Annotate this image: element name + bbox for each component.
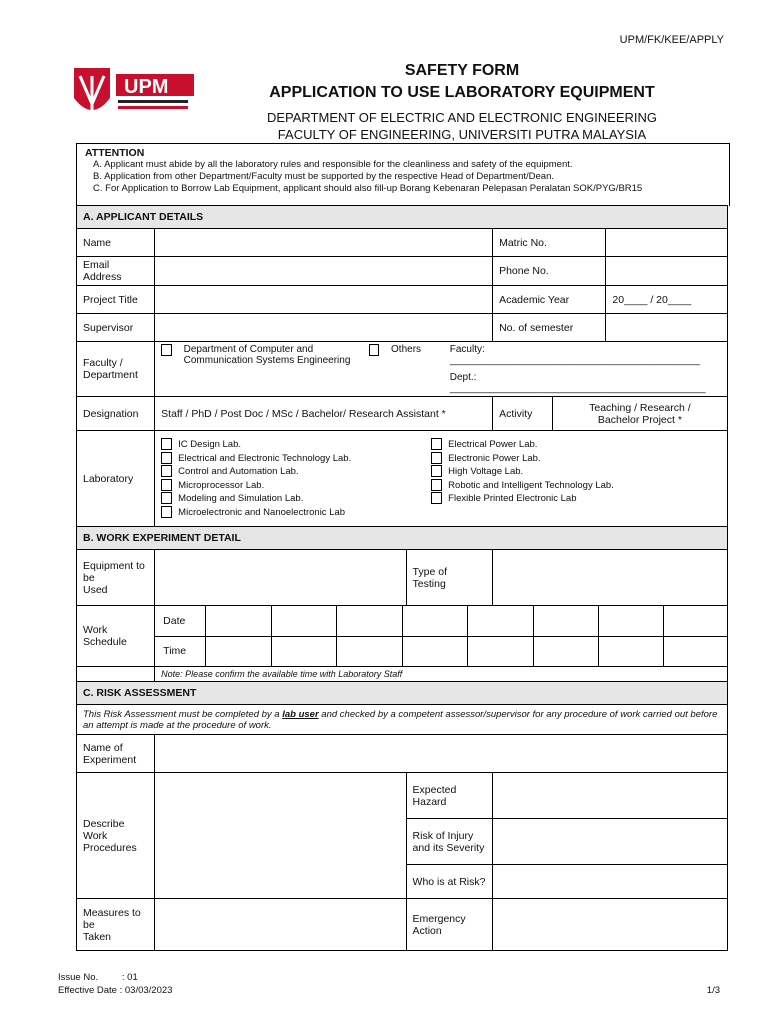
schedule-cell[interactable] [402,636,467,666]
schedule-cell[interactable] [598,636,663,666]
emergency-action-label: Emergency Action [406,899,493,951]
lab-checkbox[interactable] [431,465,442,477]
schedule-cell[interactable] [533,636,598,666]
lab-checkbox[interactable] [431,479,442,491]
activity-label: Activity [493,397,553,431]
labs-left-list [161,438,431,519]
experiment-name-label: Name of Experiment [77,735,155,773]
faculty-line[interactable]: Faculty: _____________________________________________ [449,344,701,366]
experiment-name-field[interactable] [155,735,728,773]
faculty-department-label: Faculty / Department [77,342,155,397]
schedule-cell[interactable] [337,636,402,666]
testing-type-field[interactable] [493,550,728,606]
lab-checkbox[interactable] [161,479,172,491]
name-label: Name [77,229,155,257]
upm-logo [72,64,196,124]
schedule-cell[interactable] [664,636,727,666]
lab-checkbox[interactable] [161,438,172,450]
schedule-cell[interactable] [468,636,533,666]
lab-option: Control and Automation Lab. [161,465,431,479]
faculty-name: FACULTY OF ENGINEERING, UNIVERSITI PUTRA MALAYSIA [277,127,647,142]
who-at-risk-label: Who is at Risk? [406,865,493,899]
emergency-action-field[interactable] [493,899,728,951]
lab-option: High Voltage Lab. [431,465,614,479]
section-a-heading: A. APPLICANT DETAILS [77,206,728,229]
form-title: SAFETY FORM [404,62,520,79]
logo-text: UPM [124,76,169,98]
dept-line[interactable]: Dept.: ______________________________________________ [449,372,706,394]
matric-label: Matric No. [493,229,606,257]
department-option-label: Department of Computer and Communication Systems Engineering [183,344,351,366]
schedule-cell[interactable] [468,606,533,636]
who-at-risk-field[interactable] [493,865,728,899]
measures-field[interactable] [155,899,406,951]
lab-checkbox[interactable] [161,465,172,477]
department-checkbox[interactable] [161,344,171,356]
lab-option: Robotic and Intelligent Technology Lab. [431,479,614,493]
lab-option: Electronic Power Lab. [431,452,614,466]
expected-hazard-label: Expected Hazard [406,773,493,819]
labs-right-list [431,438,614,519]
designation-label: Designation [77,397,155,431]
page-number: 1/3 [706,985,720,996]
schedule-cell[interactable] [271,636,336,666]
lab-option: IC Design Lab. [161,438,431,452]
schedule-cell[interactable] [598,606,663,636]
schedule-cell[interactable] [664,606,727,636]
risk-assessment-intro: This Risk Assessment must be completed by a lab user and checked by a competent assessor/supervisor for any procedure of work carried out before an attempt is made at the procedure of work. [77,705,728,735]
work-procedures-label: Describe Work Procedures [77,773,155,899]
schedule-grid [155,606,727,666]
effective-date: Effective Date : 03/03/2023 [58,985,173,996]
date-label: Date [155,606,206,636]
academic-year-field[interactable]: 20____ / 20____ [606,286,728,314]
schedule-cell[interactable] [206,606,271,636]
project-title-label: Project Title [77,286,155,314]
name-field[interactable] [155,229,493,257]
form-reference-code: UPM/FK/KEE/APPLY [619,34,724,46]
injury-risk-field[interactable] [493,819,728,865]
phone-label: Phone No. [493,257,606,286]
academic-year-label: Academic Year [493,286,606,314]
semester-field[interactable] [606,314,728,342]
lab-option: Flexible Printed Electronic Lab [431,492,614,506]
supervisor-label: Supervisor [77,314,155,342]
lab-checkbox[interactable] [161,492,172,504]
lab-option: Microprocessor Lab. [161,479,431,493]
matric-field[interactable] [606,229,728,257]
activity-options[interactable]: Teaching / Research / Bachelor Project * [552,397,727,431]
email-field[interactable] [155,257,493,286]
form-subtitle: APPLICATION TO USE LABORATORY EQUIPMENT [269,84,655,101]
schedule-note: Note: Please confirm the available time with Laboratory Staff [155,667,728,682]
work-schedule-label: Work Schedule [77,606,155,667]
lab-checkbox[interactable] [161,506,172,518]
schedule-cell[interactable] [533,606,598,636]
schedule-cell[interactable] [337,606,402,636]
equipment-label: Equipment to be Used [77,550,155,606]
injury-risk-label: Risk of Injury and its Severity [406,819,493,865]
expected-hazard-field[interactable] [493,773,728,819]
lab-option: Electrical Power Lab. [431,438,614,452]
project-title-field[interactable] [155,286,493,314]
department-name: DEPARTMENT OF ELECTRIC AND ELECTRONIC ENGINEERING [266,110,658,125]
schedule-cell[interactable] [206,636,271,666]
application-form [76,205,728,951]
schedule-cell[interactable] [402,606,467,636]
attention-item: C. For Application to Borrow Lab Equipment, applicant should also fill-up Borang Kebenaran Pelepasan Peralatan SOK/PYG/BR15 [93,183,643,194]
section-b-heading: B. WORK EXPERIMENT DETAIL [77,527,728,550]
attention-heading: ATTENTION [85,147,145,159]
lab-option: Modeling and Simulation Lab. [161,492,431,506]
lab-checkbox[interactable] [161,452,172,464]
others-checkbox[interactable] [369,344,379,356]
phone-field[interactable] [606,257,728,286]
time-label: Time [155,636,206,666]
measures-label: Measures to be Taken [77,899,155,951]
lab-checkbox[interactable] [431,492,442,504]
issue-number: Issue No. : 01 [58,972,138,983]
lab-checkbox[interactable] [431,452,442,464]
equipment-field[interactable] [155,550,406,606]
lab-option: Electrical and Electronic Technology Lab. [161,452,431,466]
attention-box [76,143,730,206]
email-label: Email Address [77,257,155,286]
testing-type-label: Type of Testing [406,550,493,606]
section-c-heading: C. RISK ASSESSMENT [77,682,728,705]
schedule-cell[interactable] [271,606,336,636]
semester-label: No. of semester [493,314,606,342]
designation-options[interactable]: Staff / PhD / Post Doc / MSc / Bachelor/ Research Assistant * [155,397,493,431]
attention-item: B. Application from other Department/Faculty must be supported by the respective Head of Department/Dean. [93,171,554,182]
lab-checkbox[interactable] [431,438,442,450]
work-procedures-field[interactable] [155,773,406,899]
attention-item: A. Applicant must abide by all the laboratory rules and responsible for the cleanliness and safety of the equipment. [93,159,573,170]
laboratory-label: Laboratory [77,431,155,527]
lab-option: Microelectronic and Nanoelectronic Lab [161,506,431,520]
others-label: Others [391,344,422,355]
supervisor-field[interactable] [155,314,493,342]
